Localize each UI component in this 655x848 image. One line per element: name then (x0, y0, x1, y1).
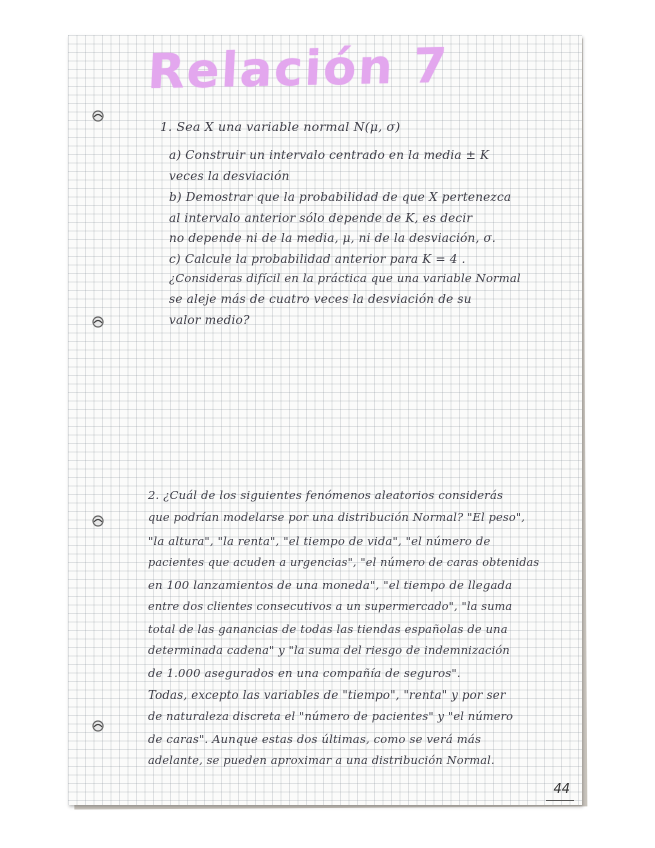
page-title: Relación 7 (146, 37, 451, 101)
exercise-2-line: que podrían modelarse por una distribución Normal? "El peso", (148, 511, 526, 524)
exercise-2-line: de 1.000 asegurados en una compañía de seguros". (148, 666, 461, 680)
binder-hole-icon (91, 514, 105, 528)
exercise-2-line: pacientes que acuden a urgencias", "el número de caras obtenidas (148, 556, 540, 569)
exercise-2-line: determinada cadena" y "la suma del riesgo de indemnización (148, 644, 510, 657)
exercise-1-line: veces la desviación (169, 169, 290, 183)
exercise-1-line: se aleje más de cuatro veces la desviación de su (169, 292, 472, 306)
exercise-1-line: valor medio? (169, 313, 250, 327)
exercise-2-line: entre dos clientes consecutivos a un supermercado", "la suma (148, 600, 513, 613)
binder-hole-icon (91, 315, 105, 329)
exercise-1-line: al intervalo anterior sólo depende de K, es decir (169, 211, 473, 225)
exercise-2-line: en 100 lanzamientos de una moneda", "el tiempo de llegada (148, 578, 513, 592)
page-number: 44 (553, 782, 570, 797)
exercise-1-line: no depende ni de la media, μ, ni de la desviación, σ. (169, 231, 496, 245)
exercise-1-line: c) Calcule la probabilidad anterior para K = 4 . (169, 252, 466, 266)
exercise-2-answer: de naturaleza discreta el "número de pacientes" y "el número (148, 710, 514, 723)
exercise-2-line: "la altura", "la renta", "el tiempo de vida", "el número de (148, 534, 491, 548)
exercise-1-statement: 1. Sea X una variable normal N(μ, σ) (160, 119, 401, 134)
exercise-2-line: total de las ganancias de todas las tiendas españolas de una (148, 622, 508, 636)
exercise-1-line: b) Demostrar que la probabilidad de que X pertenezca (169, 190, 512, 204)
exercise-2-answer: de caras". Aunque estas dos últimas, como se verá más (148, 732, 482, 746)
page-number-underline (546, 800, 574, 801)
binder-hole-icon (91, 719, 105, 733)
exercise-2-answer: adelante, se pueden aproximar a una distribución Normal. (148, 754, 495, 767)
exercise-1-line: a) Construir un intervalo centrado en la media ± K (169, 148, 490, 162)
exercise-2-statement: 2. ¿Cuál de los siguientes fenómenos aleatorios considerás (148, 488, 504, 502)
exercise-2-answer: Todas, excepto las variables de "tiempo", "renta" y por ser (148, 688, 506, 702)
exercise-1-line: ¿Consideras difícil en la práctica que una variable Normal (169, 271, 521, 285)
binder-hole-icon (91, 109, 105, 123)
notebook-page (68, 35, 582, 805)
